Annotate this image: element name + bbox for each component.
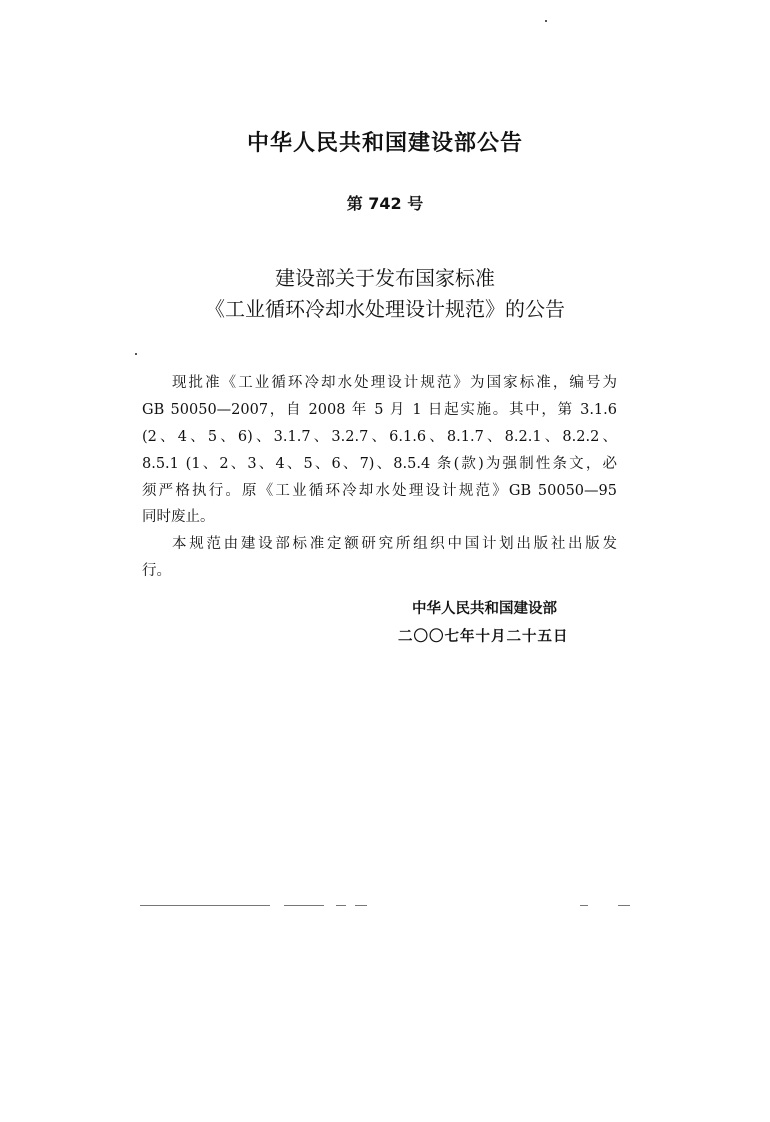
announcement-number: 第 742 号 xyxy=(346,194,424,213)
paragraph-2-line: 本规范由建设部标准定额研究所组织中国计划出版社出版发 xyxy=(172,536,617,552)
paragraph-1-line: 8.5.1 (1、2、3、4、5、6、7)、8.5.4 条(款)为强制性条文，必 xyxy=(142,456,617,472)
signature-organization: 中华人民共和国建设部 xyxy=(412,601,557,617)
scan-artifact-line xyxy=(284,905,324,906)
signature-date: 二〇〇七年十月二十五日 xyxy=(398,629,569,645)
announcement-subtitle-line1: 建设部关于发布国家标准 xyxy=(275,266,495,290)
scan-artifact-line xyxy=(580,905,588,906)
scan-speck xyxy=(135,353,137,355)
scan-artifact-line xyxy=(140,905,270,906)
paragraph-1-line: 须严格执行。原《工业循环冷却水处理设计规范》GB 50050—95 xyxy=(142,483,617,499)
paragraph-1-line: 同时废止。 xyxy=(142,509,215,525)
paragraph-1-line: 现批准《工业循环冷却水处理设计规范》为国家标准，编号为 xyxy=(172,375,617,391)
scan-artifact-line xyxy=(618,905,630,906)
scan-artifact-line xyxy=(355,905,367,906)
paragraph-1-line: GB 50050—2007，自 2008 年 5 月 1 日起实施。其中，第 3.1.6 xyxy=(142,402,617,418)
scan-speck xyxy=(545,20,547,22)
scan-artifact-line xyxy=(336,905,346,906)
paragraph-2-line: 行。 xyxy=(142,563,171,579)
announcement-subtitle-line2: 《工业循环冷却水处理设计规范》的公告 xyxy=(205,297,565,321)
announcement-title: 中华人民共和国建设部公告 xyxy=(246,131,523,156)
paragraph-1-line: (2、4、5、6)、3.1.7、3.2.7、6.1.6、8.1.7、8.2.1、8.2.2、 xyxy=(142,429,617,445)
